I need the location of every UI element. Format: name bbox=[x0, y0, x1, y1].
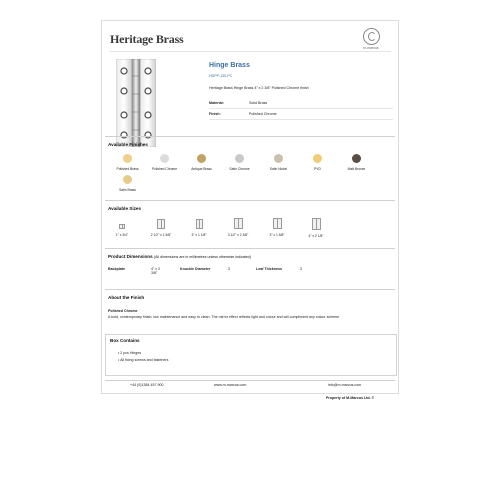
footer-website[interactable]: www.m-marcus.com bbox=[214, 383, 247, 387]
size-label: 4" x 2 1/8" bbox=[308, 234, 324, 238]
swatch-label: Satin Nickel bbox=[269, 167, 288, 171]
about-title: About the Finish bbox=[108, 295, 145, 300]
leaf-label: Leaf Thickness bbox=[256, 267, 282, 271]
size-label: 3" x 1 5/8" bbox=[269, 233, 285, 237]
knuckle-label: Knuckle Diameter bbox=[180, 267, 211, 271]
box-contents-panel bbox=[105, 334, 397, 376]
swatch-color bbox=[274, 154, 283, 163]
swatch-label: PVD bbox=[314, 167, 321, 171]
brand-logo: Heritage Brass bbox=[110, 32, 184, 46]
product-title: Hinge Brass bbox=[209, 62, 250, 69]
swatch-color bbox=[235, 154, 244, 163]
dimensions-heading: Product Dimensions bbox=[108, 254, 153, 259]
about-finish-text: A bold, contemporary finish; low maintenance and easy to clean. The mirror effect reflects light and colour and will compliment any colour scheme bbox=[108, 315, 340, 319]
box-item-text: All fixing screws and fasteners bbox=[120, 358, 169, 362]
dimensions-table bbox=[108, 267, 388, 283]
product-description: Heritage Brass Hinge Brass 4" x 2 3/8" Polished Chrome finish bbox=[209, 86, 309, 90]
dimensions-title bbox=[108, 254, 251, 259]
spec-row-finish bbox=[209, 110, 393, 120]
spec-row-material bbox=[209, 99, 393, 109]
swatch-label: Satin Brass bbox=[119, 188, 136, 192]
swatch-color bbox=[352, 154, 361, 163]
swatch-label: Polished Chrome bbox=[151, 167, 178, 171]
swatch-color bbox=[160, 154, 169, 163]
finish-swatch bbox=[110, 154, 145, 171]
footer-phone: +44 (0)1384 457 900 bbox=[130, 383, 164, 387]
sizes-title: Available Sizes bbox=[108, 206, 142, 211]
swatch-label: Satin Chrome bbox=[229, 167, 250, 171]
section-divider bbox=[105, 200, 395, 201]
footer-divider bbox=[105, 380, 395, 381]
size-thumbnail-icon bbox=[196, 219, 203, 229]
section-divider bbox=[105, 289, 395, 290]
swatch-color bbox=[123, 154, 132, 163]
swatch-color bbox=[123, 175, 132, 184]
finish-swatch bbox=[261, 154, 296, 171]
backplate-value: 4" x 2 3/8" bbox=[151, 267, 161, 275]
box-title: Box Contains bbox=[110, 338, 140, 343]
swatch-color bbox=[197, 154, 206, 163]
size-thumbnail-icon bbox=[273, 218, 282, 229]
spec-value: Solid Brass bbox=[249, 101, 268, 105]
swatch-label: Matt Bronze bbox=[347, 167, 366, 171]
finish-swatch bbox=[300, 154, 335, 171]
size-item bbox=[298, 218, 334, 238]
spec-label: Finish: bbox=[209, 112, 221, 116]
section-divider bbox=[105, 136, 395, 137]
spec-value: Polished Chrome bbox=[249, 112, 277, 116]
swatch-label: Polished Brass bbox=[116, 167, 139, 171]
box-item: • All fixing screws and fasteners bbox=[118, 358, 169, 362]
knuckle-value: 3 bbox=[228, 267, 230, 271]
size-label: 3" x 1 1/8" bbox=[191, 233, 207, 237]
section-divider bbox=[105, 248, 395, 249]
size-item bbox=[104, 218, 140, 237]
size-label: 1" x 3/4" bbox=[115, 233, 129, 237]
finish-swatch bbox=[110, 175, 145, 192]
swatch-label: Antique Brass bbox=[191, 167, 212, 171]
finish-swatch bbox=[339, 154, 374, 171]
size-thumbnail-icon bbox=[234, 218, 243, 229]
spec-label: Material: bbox=[209, 101, 224, 105]
size-thumbnail-icon bbox=[312, 218, 321, 230]
box-item-text: 2 pcs Hinges bbox=[120, 351, 142, 355]
size-item bbox=[143, 218, 179, 237]
about-finish-name: Polished Chrome bbox=[108, 309, 138, 313]
size-label: 3 1/2" x 2 3/8" bbox=[227, 233, 249, 237]
partner-logo bbox=[358, 28, 384, 50]
footer-email[interactable]: info@m-marcus.com bbox=[328, 383, 362, 387]
finish-swatch bbox=[147, 154, 182, 171]
hinge-product-image bbox=[116, 59, 156, 147]
finishes-title: Available Finishes bbox=[108, 142, 148, 147]
backplate-label: Backplate bbox=[108, 267, 125, 271]
partner-logo-icon bbox=[363, 28, 380, 45]
header-divider bbox=[109, 51, 391, 52]
leaf-value: 3 bbox=[300, 267, 302, 271]
swatch-color bbox=[313, 154, 322, 163]
dimensions-note: (All dimensions are in millimetres unless otherwise indicated) bbox=[153, 255, 251, 259]
box-item: • 2 pcs Hinges bbox=[118, 351, 142, 355]
spec-sheet bbox=[101, 20, 399, 394]
size-label: 2 1/2" x 1 5/8" bbox=[150, 233, 172, 237]
size-item bbox=[259, 218, 295, 237]
size-thumbnail-icon bbox=[119, 224, 125, 229]
size-item bbox=[220, 218, 256, 237]
copyright-notice: Property of M-Marcus Ltd. © bbox=[326, 396, 375, 400]
size-item bbox=[181, 218, 217, 237]
size-thumbnail-icon bbox=[157, 219, 165, 229]
partner-logo-text: m-marcus bbox=[363, 46, 379, 50]
finish-swatch bbox=[184, 154, 219, 171]
size-list bbox=[102, 218, 400, 242]
finish-swatch-list bbox=[102, 154, 400, 204]
finish-swatch bbox=[222, 154, 257, 171]
product-code: HDPP-130-PC bbox=[209, 74, 233, 78]
